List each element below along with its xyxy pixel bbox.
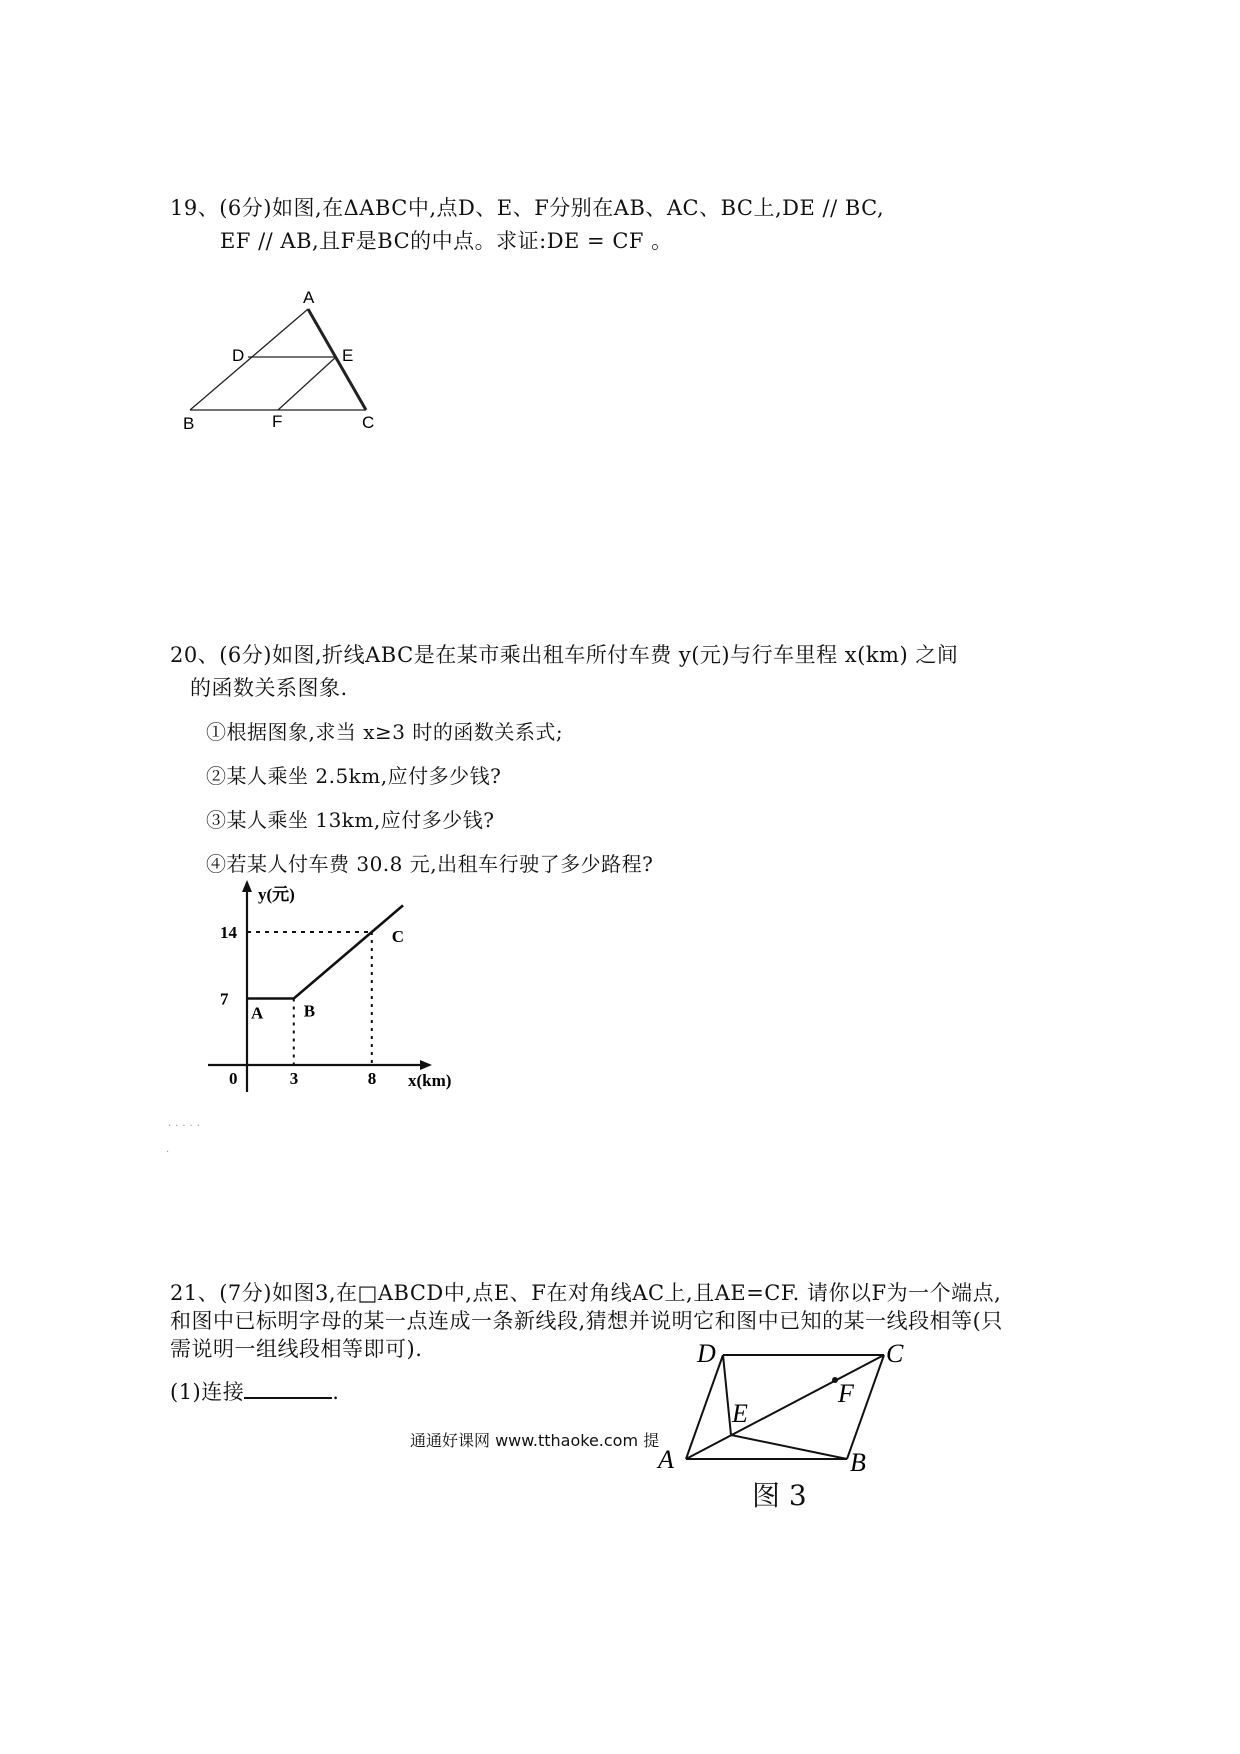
q20-part3: ③某人乘坐 13km,应付多少钱? [206,808,495,832]
point-label-a: A [251,1003,264,1023]
q19-line2: EF // AB,且F是BC的中点。求证:DE = CF 。 [220,229,673,253]
q20-part2: ②某人乘坐 2.5km,应付多少钱? [206,764,502,788]
label-d: D [697,1339,716,1368]
label-a: A [303,288,315,307]
segment-de [723,1355,731,1435]
label-b: B [183,414,195,433]
q21-line3: 需说明一组线段相等即可). [170,1337,423,1361]
y-tick-label: 14 [220,923,237,942]
origin-label: 0 [229,1069,238,1088]
label-a: A [658,1445,674,1474]
point-label-c: C [391,927,405,946]
label-e: E [342,346,354,365]
label-f: F [272,412,283,431]
q19-line1: 19、(6分)如图,在ΔABC中,点D、E、F分别在AB、AC、BC上,DE // BC, [170,196,885,220]
q20-line1: 20、(6分)如图,折线ABC是在某市乘出租车所付车费 y(元)与行车里程 x(km) 之间 [170,643,959,667]
x-axis-label: x(km) [408,1071,452,1090]
footer-text: 通通好课网 www.tthaoke.com 提 [410,1431,660,1450]
q20-part4: ④若某人付车费 30.8 元,出租车行驶了多少路程? [206,852,654,876]
figure-caption: 图 3 [752,1479,807,1512]
taxi-fare-chart [200,880,470,1100]
x-tick-label: 8 [367,1069,377,1088]
q21-part1-prefix: (1)连接 [170,1380,245,1404]
q20-part1: ①根据图象,求当 x≥3 时的函数关系式; [206,720,564,744]
scan-dot: · [166,1147,170,1158]
label-d: D [232,346,245,365]
triangle-figure [170,285,410,435]
y-axis-label: y(元) [258,885,295,904]
segment-eb [731,1435,847,1459]
label-e: E [732,1399,748,1428]
segment-ab [190,309,308,410]
y-axis-arrow [242,880,252,892]
point-label-b: B [303,1001,316,1021]
q20-line2: 的函数关系图象. [190,676,348,700]
label-c: C [886,1339,904,1368]
y-tick-label: 7 [220,989,229,1009]
label-f: F [838,1379,854,1408]
fare-polyline [247,905,403,998]
q21-line2: 和图中已标明字母的某一点连成一条新线段,猜想并说明它和图中已知的某一线段相等(只 [170,1309,1003,1333]
x-tick-label: 3 [289,1069,299,1088]
scan-dots: ····· [168,1121,204,1132]
x-axis-arrow [420,1060,432,1070]
q21-line1: 21、(7分)如图3,在□ABCD中,点E、F在对角线AC上,且AE=CF. 请你以F为一个端点, [170,1281,1002,1305]
q21-part1-suffix: . [332,1380,340,1404]
q21-part1 [170,1377,339,1407]
diagonal-ac [686,1355,884,1459]
label-c: C [362,413,375,432]
answer-blank[interactable] [244,1377,332,1399]
label-b: B [850,1448,866,1477]
segment-ac [308,309,366,410]
segment-ef [278,357,336,410]
